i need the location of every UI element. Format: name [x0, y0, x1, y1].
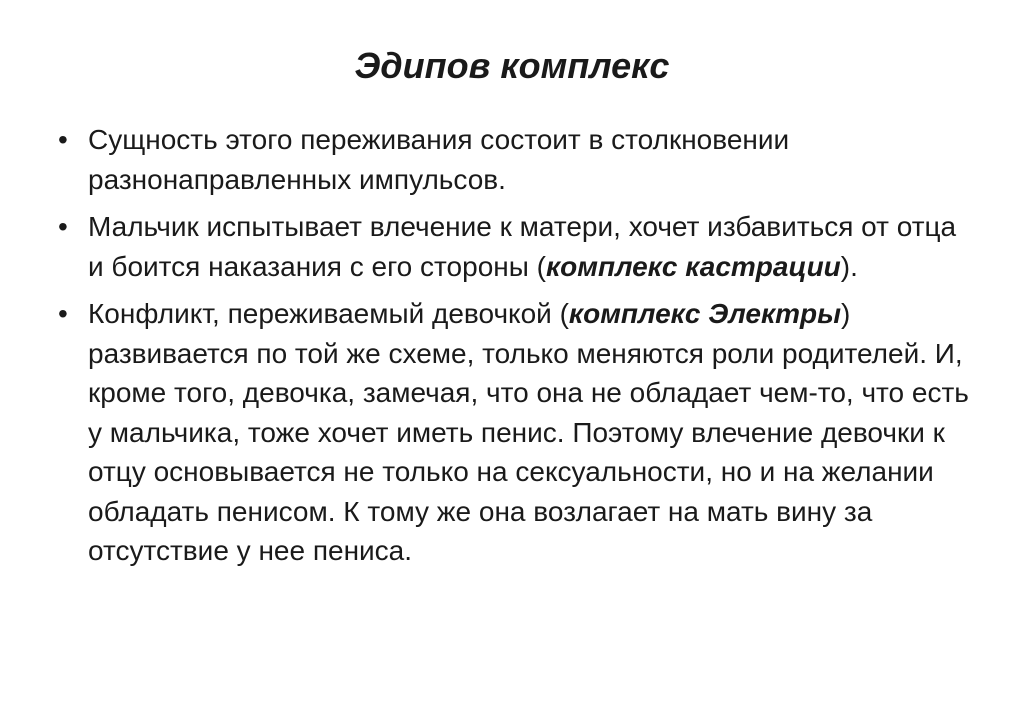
- bullet-item: [58, 294, 978, 571]
- emphasis-term: комплекс Электры: [568, 298, 842, 329]
- bullet-text: Мальчик испытывает влечение к матери, хочет избавиться от отца и боится наказания с его стороны (: [88, 211, 957, 282]
- bullet-text: Конфликт, переживаемый девочкой (: [88, 298, 569, 329]
- bullet-list: [58, 120, 978, 579]
- emphasis-term: комплекс кастрации: [545, 250, 841, 282]
- bullet-dot-icon: •: [58, 298, 68, 329]
- bullet-item: [58, 120, 978, 199]
- slide-title: Эдипов комплекс: [354, 45, 670, 86]
- bullet-text: ) развивается по той же схеме, только меняются роли родителей. И, кроме того, девочка, замечая, что она не обладает чем-то, что есть у мальчика, тоже хочет иметь пенис. Поэтому влечение девочки к отцу основывается не только на сексуальности, но и на желании обладать пенисом. К тому же она возлагает на мать вину за отсутствие у нее пениса.: [88, 298, 969, 566]
- bullet-text: ).: [840, 250, 858, 282]
- bullet-text: Сущность этого переживания состоит в столкновении разнонаправленных импульсов.: [88, 124, 790, 195]
- bullet-dot-icon: •: [58, 211, 68, 242]
- bullet-dot-icon: •: [58, 124, 68, 155]
- bullet-item: [58, 207, 978, 286]
